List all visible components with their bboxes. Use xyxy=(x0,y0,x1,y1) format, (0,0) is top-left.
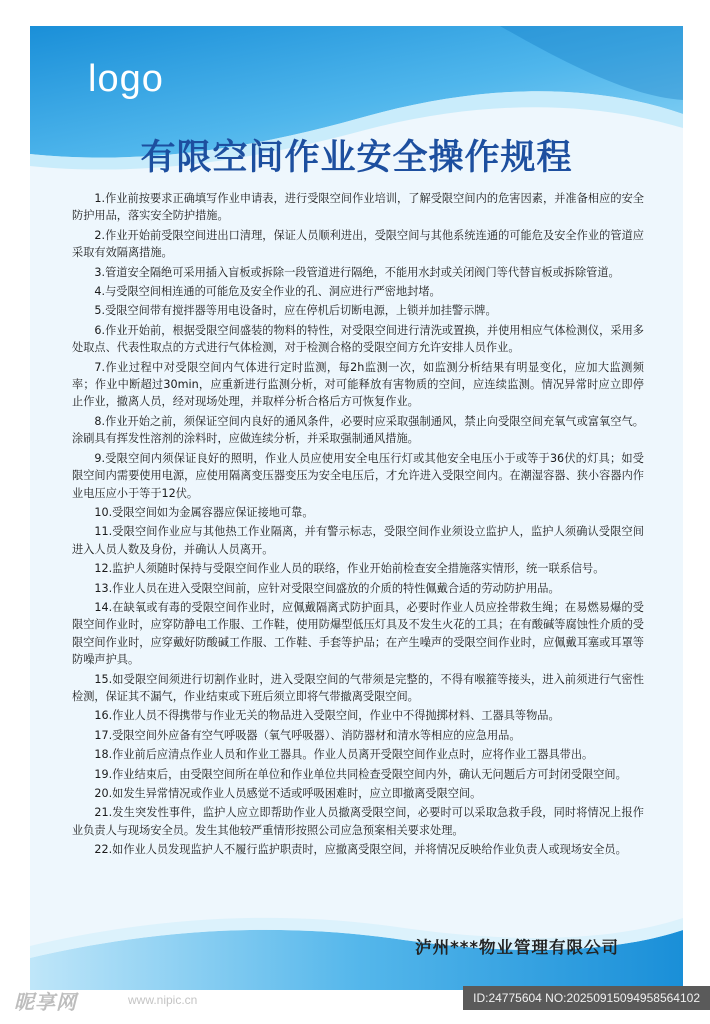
rule-item: 5.受限空间带有搅拌器等用电设备时，应在停机后切断电源，上锁并加挂警示牌。 xyxy=(94,304,497,318)
rule-item: 20.如发生异常情况或作业人员感觉不适或呼吸困难时，应立即撤离受限空间。 xyxy=(94,787,482,800)
site-watermark: 昵享网 xyxy=(14,990,77,1014)
footer-bar xyxy=(0,982,710,1024)
rule-item: 1.作业前按要求正确填写作业申请表，进行受限空间作业培训，了解受限空间内的危害因素，并准备相应的安全防护用品，落实安全防护措施。 xyxy=(72,192,644,223)
rule-item: 21.发生突发性事件，监护人应立即帮助作业人员撤离受限空间，必要时可以采取急救手段，同时将情况上报作业负责人与现场安全员。发生其他较严重情形按照公司应急预案相关要求处理。 xyxy=(72,806,644,837)
rule-item: 6.作业开始前，根据受限空间盛装的物料的特性，对受限空间进行清洗或置换，并使用相应气体检测仪，采用多处取点、代表性取点的方式进行气体检测，对于检测合格的受限空间方允许安排人员作业。 xyxy=(72,323,644,355)
rule-item: 9.受限空间内须保证良好的照明，作业人员应使用安全电压行灯或其他安全电压小于或等于36伏的灯具；如受限空间内需要使用电源，应使用隔离变压器变压为安全电压后，才允许进入受限空间内。在潮湿容器、狭小容器内作业电压应小于等于12伏。 xyxy=(72,451,644,500)
rule-item: 16.作业人员不得携带与作业无关的物品进入受限空间，作业中不得抛掷材料、工器具等物品。 xyxy=(94,709,560,723)
rule-item: 4.与受限空间相连通的可能危及安全作业的孔、洞应进行严密地封堵。 xyxy=(94,285,441,299)
rule-item: 8.作业开始之前，须保证空间内良好的通风条件，必要时应采取强制通风，禁止向受限空间充氧气或富氧空气。涂刷具有挥发性溶剂的涂料时，应做连续分析，并采取强制通风措施。 xyxy=(72,414,644,446)
page-title: 有限空间作业安全操作规程 xyxy=(140,138,573,178)
rule-item: 19.作业结束后，由受限空间所在单位和作业单位共同检查受限空间内外，确认无问题后方可封闭受限空间。 xyxy=(94,767,627,781)
logo-text: logo xyxy=(88,58,164,100)
rule-item: 10.受限空间如为金属容器应保证接地可靠。 xyxy=(94,505,314,519)
rule-item: 12.监护人须随时保持与受限空间作业人员的联络，作业开始前检查安全措施落实情形，统一联系信号。 xyxy=(94,562,605,576)
rule-item: 7.作业过程中对受限空间内气体进行定时监测，每2h监测一次，如监测分析结果有明显变化，应加大监测频率；作业中断超过30min，应重新进行监测分析，对可能释放有害物质的空间，应连续监测。情况异常时应立即停止作业，撤离人员，经对现场处理，并取样分析合格后方可恢复作业。 xyxy=(72,360,644,409)
rule-item: 18.作业前后应清点作业人员和作业工器具。作业人员离开受限空间作业点时，应将作业工器具带出。 xyxy=(94,748,594,762)
rule-item: 11.受限空间作业应与其他热工作业隔离，并有警示标志，受限空间作业须设立监护人，监护人须确认受限空间进入人员人数及身份，并确认人员离开。 xyxy=(72,525,644,556)
rule-item: 15.如受限空间须进行切割作业时，进入受限空间的气带须是完整的，不得有喉箍等接头，进入前须进行气密性检测，保证其不漏气，作业结束或下班后须立即将气带撤离受限空间。 xyxy=(72,672,644,703)
image-id-tag: ID:24775604 NO:20250915094958564102 xyxy=(463,986,710,1010)
company-name: 泸州***物业管理有限公司 xyxy=(415,938,619,957)
rules-list xyxy=(72,190,644,861)
rule-item: 22.如作业人员发现监护人不履行监护职责时，应撤离受限空间，并将情况反映给作业负责人或现场安全员。 xyxy=(94,843,627,857)
rule-item: 14.在缺氧或有毒的受限空间作业时，应佩戴隔离式防护面具，必要时作业人员应拴带救生绳；在易燃易爆的受限空间作业时，应穿防静电工作服、工作鞋，使用防爆型低压灯具及不发生火花的工具；在有酸碱等腐蚀性介质的受限空间作业时，应穿戴好防酸碱工作服、工作鞋、手套等护品；在产生噪声的受限空间作业时，应佩戴耳塞或耳罩等防噪声护具。 xyxy=(72,600,644,667)
rule-item: 3.管道安全隔绝可采用插入盲板或拆除一段管道进行隔绝，不能用水封或关闭阀门等代替盲板或拆除管道。 xyxy=(94,265,620,279)
rule-item: 17.受限空间外应备有空气呼吸器（氧气呼吸器）、消防器材和清水等相应的应急用品。 xyxy=(94,728,521,742)
poster xyxy=(30,26,683,990)
rule-item: 2.作业开始前受限空间进出口清理，保证人员顺利进出，受限空间与其他系统连通的可能危及安全作业的管道应采取有效隔离措施。 xyxy=(72,228,644,260)
watermark-url: www.nipic.cn xyxy=(128,993,198,1007)
rule-item: 13.作业人员在进入受限空间前，应针对受限空间盛放的介质的特性佩戴合适的劳动防护用品。 xyxy=(94,581,560,595)
